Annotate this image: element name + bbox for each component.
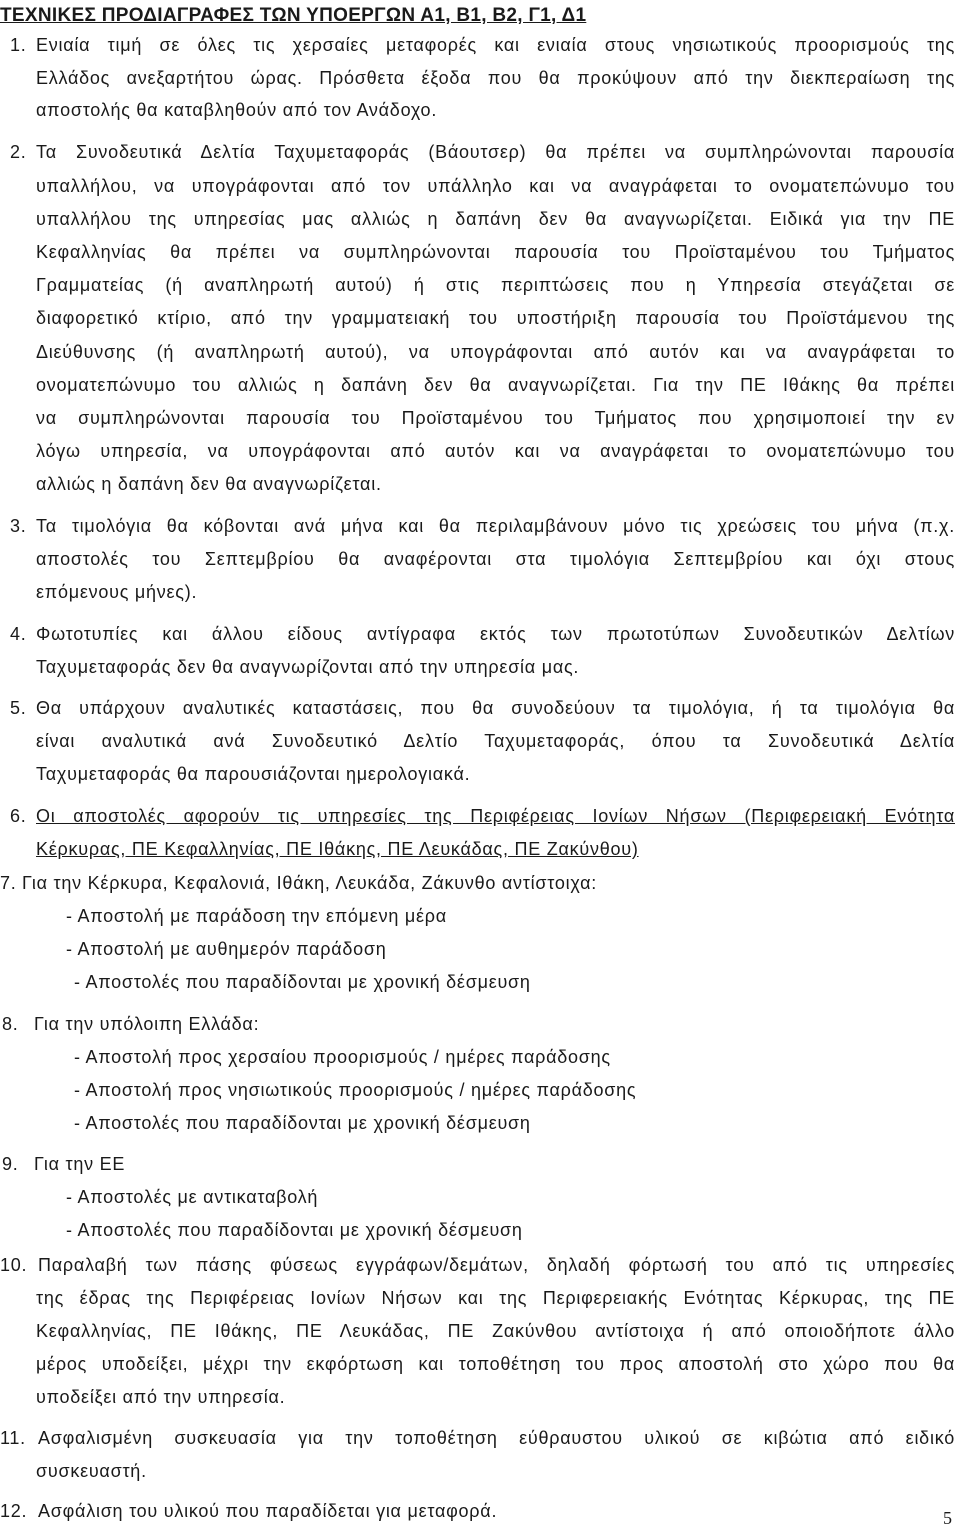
item-6-number: 6. <box>10 806 27 826</box>
item-2-line-5: Γραμματείας (ή αναπληρωτή αυτού) ή στις περιπτώσεις που η Υπηρεσία στεγάζεται σε <box>36 275 955 295</box>
item-12-line-1: 12. Ασφάλιση του υλικού που παραδίδεται για μεταφορά. <box>0 1497 497 1525</box>
item-2-number: 2. <box>10 142 27 162</box>
item-2-line-2: υπαλλήλου, να υπογράφονται από τον υπάλληλο και να αναγράφεται το ονοματεπώνυμο του <box>36 176 955 196</box>
item-2-line-3: υπαλλήλου της υπηρεσίας μας αλλιώς η δαπάνη δεν θα αναγνωρίζεται. Ειδικά για την ΠΕ <box>36 209 955 229</box>
item-4-number: 4. <box>10 624 27 644</box>
page-title: ΤΕΧΝΙΚΕΣ ΠΡΟΔΙΑΓΡΑΦΕΣ ΤΩΝ ΥΠΟΕΡΓΩΝ Α1, Β1, Β2, Γ1, Δ1 <box>0 5 587 26</box>
item-2-line-1: 2. Τα Συνοδευτικά Δελτία Ταχυμεταφοράς (Βάουτσερ) θα πρέπει να συμπληρώνονται παρουσία <box>0 138 955 166</box>
item-7-line-1: 7. Για την Κέρκυρα, Κεφαλονιά, Ιθάκη, Λευκάδα, Ζάκυνθο αντίστοιχα: <box>0 869 597 897</box>
item-3-line-2: αποστολές του Σεπτεμβρίου θα αναφέρονται στα τιμολόγια Σεπτεμβρίου και όχι στους <box>36 549 955 569</box>
item-2-line-4: Κεφαλληνίας θα πρέπει να συμπληρώνονται παρουσία του Προϊσταμένου του Τμήματος <box>36 242 955 262</box>
item-7-sub-2: - Αποστολή με αυθημερόν παράδοση <box>66 939 387 959</box>
item-4-line-2: Ταχυμεταφοράς δεν θα αναγνωρίζονται από την υπηρεσία μας. <box>36 657 580 677</box>
item-8-sub-1: - Αποστολή προς χερσαίου προορισμούς / ημέρες παράδοσης <box>74 1047 611 1067</box>
item-8-sub-3: - Αποστολές που παραδίδονται με χρονική δέσμευση <box>74 1113 531 1133</box>
item-10-line-5: υποδείξει από την υπηρεσία. <box>36 1387 286 1407</box>
item-10-line-2: της έδρας της Περιφέρειας Ιονίων Νήσων και της Περιφερειακής Ενότητας Κέρκυρας, της ΠΕ <box>36 1288 955 1308</box>
item-8-sub-2: - Αποστολή προς νησιωτικούς προορισμούς / ημέρες παράδοσης <box>74 1080 637 1100</box>
item-5-number: 5. <box>10 698 27 718</box>
item-5-line-3: Ταχυμεταφοράς θα παρουσιάζονται ημερολογιακά. <box>36 764 471 784</box>
item-3-line-3: επόμενους μήνες). <box>36 582 198 602</box>
item-6-line-1: 6. Οι αποστολές αφορούν τις υπηρεσίες της Περιφέρειας Ιονίων Νήσων (Περιφερειακή Ενότητα <box>0 802 955 830</box>
item-2-line-6: διαφορετικό κτίριο, από την γραμματειακή του υποστήριξη παρουσία του Προϊστάμενου της <box>36 308 955 328</box>
item-11-line-1: 11. Ασφαλισμένη συσκευασία για την τοποθέτηση εύθραυστου υλικού σε κιβώτια από ειδικό <box>0 1424 955 1452</box>
item-7-sub-3: - Αποστολές που παραδίδονται με χρονική δέσμευση <box>74 972 531 992</box>
item-8-number: 8. <box>2 1014 19 1034</box>
item-1-line-3: αποστολής θα καταβληθούν από τον Ανάδοχο. <box>36 100 438 120</box>
item-10-line-4: μέρος υποδείξει, μέχρι την εκφόρτωση και τοποθέτηση του προς αποστολή στο χώρο που θα <box>36 1354 955 1374</box>
item-9-sub-2: - Αποστολές που παραδίδονται με χρονική δέσμευση <box>66 1220 523 1240</box>
item-9-sub-1: - Αποστολές με αντικαταβολή <box>66 1187 319 1207</box>
item-2-line-8: ονοματεπώνυμο του αλλιώς η δαπάνη δεν θα αναγνωρίζεται. Για την ΠΕ Ιθάκης θα πρέπει <box>36 375 955 395</box>
item-10-line-1: 10. Παραλαβή των πάσης φύσεως εγγράφων/δεμάτων, δηλαδή φόρτωσή του από τις υπηρεσίες <box>0 1251 955 1279</box>
item-6-line-2: Κέρκυρας, ΠΕ Κεφαλληνίας, ΠΕ Ιθάκης, ΠΕ Λευκάδας, ΠΕ Ζακύνθου) <box>36 839 639 859</box>
item-10-number: 10. <box>0 1255 28 1275</box>
item-1-number: 1. <box>10 35 27 55</box>
item-3-line-1: 3. Τα τιμολόγια θα κόβονται ανά μήνα και θα περιλαμβάνουν μόνο τις χρεώσεις του μήνα (π.χ. <box>0 512 955 540</box>
item-10-line-3: Κεφαλληνίας, ΠΕ Ιθάκης, ΠΕ Λευκάδας, ΠΕ Ζακύνθου αντίστοιχα ή από οποιοδήποτε άλλο <box>36 1321 955 1341</box>
item-11-line-2: συσκευαστή. <box>36 1461 147 1481</box>
item-5-line-2: είναι αναλυτικά ανά Συνοδευτικό Δελτίο Ταχυμεταφοράς, όπου τα Συνοδευτικά Δελτία <box>36 731 955 751</box>
item-1-line-1: 1. Ενιαία τιμή σε όλες τις χερσαίες μεταφορές και ενιαία στους νησιωτικούς προορισμούς της <box>0 31 955 59</box>
item-11-number: 11. <box>0 1428 26 1448</box>
item-5-line-1: 5. Θα υπάρχουν αναλυτικές καταστάσεις, που θα συνοδεύουν τα τιμολόγια, ή τα τιμολόγια θα <box>0 694 955 722</box>
item-3-number: 3. <box>10 516 27 536</box>
page-number: 5 <box>943 1508 952 1528</box>
item-4-line-1: 4. Φωτοτυπίες και άλλου είδους αντίγραφα εκτός των πρωτοτύπων Συνοδευτικών Δελτίων <box>0 620 955 648</box>
item-2-line-7: Διεύθυνσης (ή αναπληρωτή αυτού), να υπογράφονται από αυτόν και να αναγράφεται το <box>36 342 955 362</box>
item-1-line-2: Ελλάδος ανεξαρτήτου ώρας. Πρόσθετα έξοδα που θα προκύψουν από την διεκπεραίωση της <box>36 68 955 88</box>
item-7-number: 7. <box>0 873 17 893</box>
item-9-number: 9. <box>2 1154 19 1174</box>
item-2-line-11: αλλιώς η δαπάνη δεν θα αναγνωρίζεται. <box>36 474 382 494</box>
item-7-sub-1: - Αποστολή με παράδοση την επόμενη μέρα <box>66 906 447 926</box>
item-12-number: 12. <box>0 1501 28 1521</box>
item-2-line-9: να συμπληρώνονται παρουσία του Προϊσταμένου του Τμήματος που χρησιμοποιεί την εν <box>36 408 955 428</box>
item-2-line-10: λόγω υπηρεσία, να υπογράφονται από αυτόν και να αναγράφεται το ονοματεπώνυμο του <box>36 441 955 461</box>
item-9-line-1: 9. Για την ΕΕ <box>0 1150 125 1178</box>
item-8-line-1: 8. Για την υπόλοιπη Ελλάδα: <box>0 1010 259 1038</box>
